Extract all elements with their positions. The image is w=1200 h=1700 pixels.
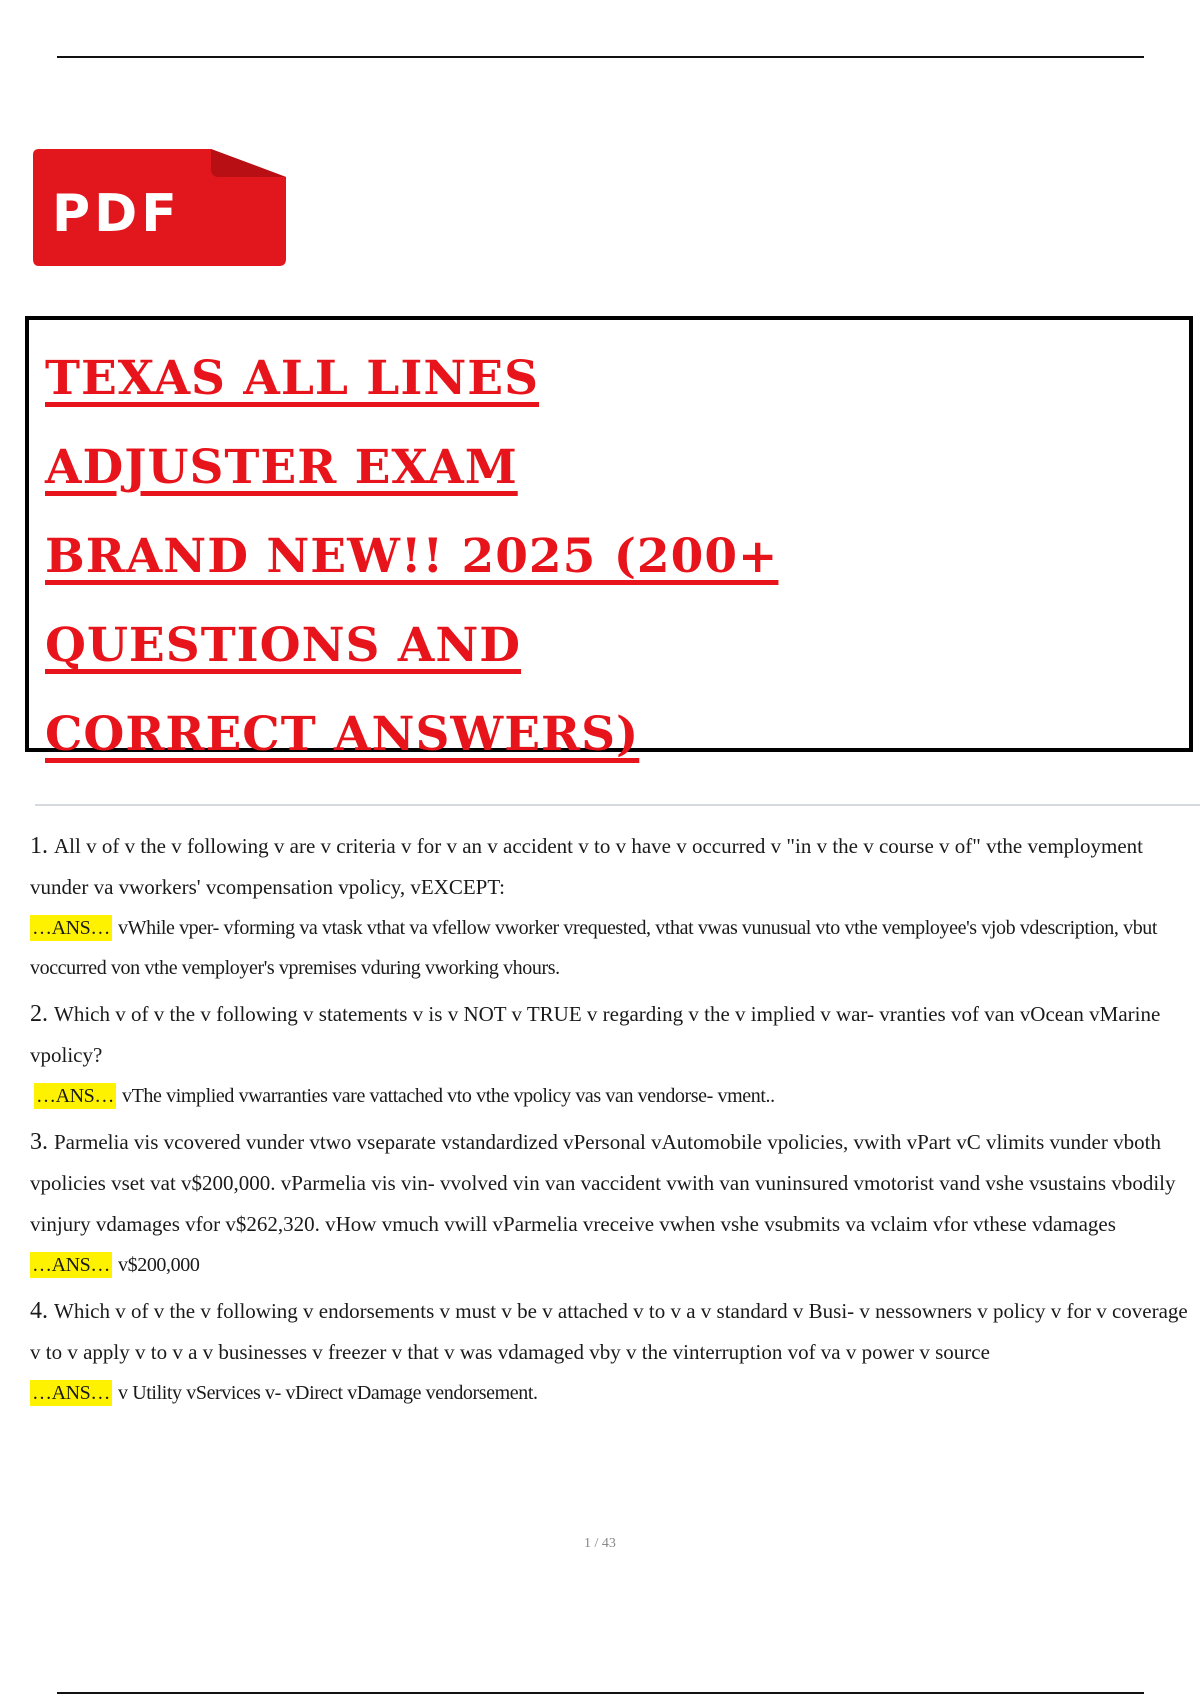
title-line-1: TEXAS ALL LINES: [45, 351, 540, 406]
question-number: 4.: [30, 1298, 48, 1324]
title-line-4: QUESTIONS AND: [45, 618, 522, 673]
answer-label: …ANS…: [36, 1085, 115, 1107]
bottom-rule: [57, 1692, 1144, 1694]
question-item: [30, 1122, 1195, 1285]
title-line-5: CORRECT ANSWERS): [45, 707, 640, 762]
question-text: 4. Which v of v the v following v endorsements v must v be v attached v to v a v standard v Busi- v nessowners v policy v for v coverage v to v apply v to v a v businesses v freezer v that v was vdamaged vby v the vinterruption vof va v power v source: [30, 1298, 1188, 1364]
title-line-2: ADJUSTER EXAM: [45, 440, 518, 495]
question-item: [30, 994, 1195, 1116]
question-number: 1.: [30, 833, 48, 859]
pdf-logo-text: PDF: [52, 184, 181, 244]
section-divider: [35, 804, 1200, 806]
page-number: 1 / 43: [584, 1536, 616, 1551]
question-list: [30, 826, 1195, 1419]
question-text: 3. Parmelia vis vcovered vunder vtwo vseparate vstandardized vPersonal vAutomobile vpolicies, vwith vPart vC vlimits vunder vboth vpolicies vset vat v$200,000. vParmelia vis vin- vvolved vin van vaccident vwith van vuninsured vmotorist vand vshe vsustains vbodily vinjury vdamages vfor v$262,320. vHow vmuch vwill vParmelia vreceive vwhen vshe vsubmits va vclaim vfor vthese vdamages: [30, 1129, 1176, 1236]
answer-text: …ANS… v Utility vServices v- vDirect vDamage vendorsement.: [32, 1382, 538, 1404]
question-item: [30, 826, 1195, 988]
pdf-logo-icon: [33, 149, 286, 266]
document-title: [45, 334, 1185, 779]
question-text: 1. All v of v the v following v are v criteria v for v an v accident v to v have v occurred v "in v the v course v of" vthe vemployment vunder va vworkers' vcompensation vpolicy, vEXCEPT:: [30, 833, 1143, 899]
answer-text: …ANS… vWhile vper- vforming va vtask vthat va vfellow vworker vrequested, vthat vwas vunusual vto vthe vemployee's vjob vdescription, vbut voccurred von vthe vemployer's vpremises vduring vworking vhours.: [30, 917, 1158, 979]
title-line-3: BRAND NEW!! 2025 (200+: [45, 529, 779, 584]
question-number: 3.: [30, 1129, 48, 1155]
answer-label: …ANS…: [32, 1382, 111, 1404]
answer-text: …ANS… v$200,000: [32, 1254, 200, 1276]
top-rule: [57, 56, 1144, 58]
answer-label: …ANS…: [32, 917, 111, 939]
answer-text: …ANS… vThe vimplied vwarranties vare vattached vto vthe vpolicy vas van vendorse- vment..: [36, 1085, 775, 1107]
question-number: 2.: [30, 1001, 48, 1027]
answer-label: …ANS…: [32, 1254, 111, 1276]
question-item: [30, 1291, 1195, 1413]
question-text: 2. Which v of v the v following v statements v is v NOT v TRUE v regarding v the v implied v war- vranties vof van vOcean vMarine vpolicy?: [30, 1001, 1161, 1067]
title-box: [25, 316, 1193, 762]
